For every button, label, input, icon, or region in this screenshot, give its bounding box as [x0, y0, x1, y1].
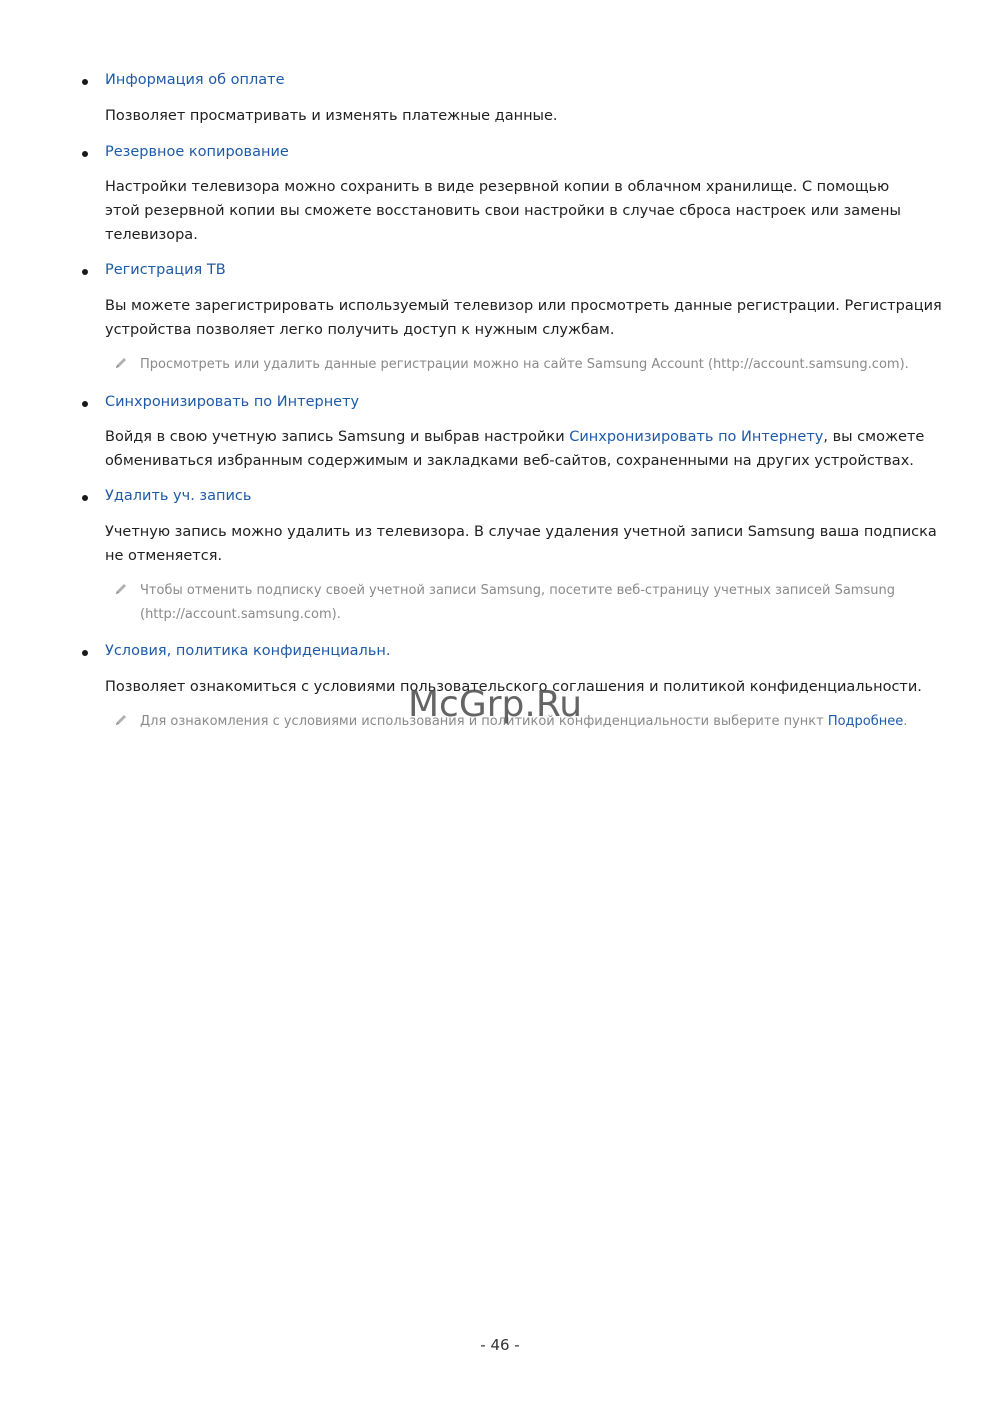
- section-heading-payment: Информация об оплате: [105, 72, 285, 88]
- body-line: Настройки телевизора можно сохранить в виде резервной копии в облачном хранилище. С помощью: [105, 179, 890, 195]
- sync-link: Синхронизировать по Интернету: [569, 429, 824, 445]
- bullet-dot: [82, 151, 88, 157]
- bullet-dot: [82, 650, 88, 656]
- note-line: (http://account.samsung.com).: [140, 607, 341, 622]
- body-line: устройства позволяет легко получить доступ к нужным службам.: [105, 322, 615, 338]
- body-line: Вы можете зарегистрировать используемый телевизор или просмотреть данные регистрации. Регистрация: [105, 298, 942, 314]
- body-line: этой резервной копии вы сможете восстановить свои настройки в случае сброса настроек или замены: [105, 203, 901, 219]
- note-text: .: [903, 714, 908, 729]
- section-body-sync: [105, 425, 935, 473]
- bullet-dot: [82, 401, 88, 407]
- note-text: Для ознакомления с условиями использования и политикой конфиденциальности выберите пункт: [140, 714, 828, 729]
- note-line: Просмотреть или удалить данные регистрации можно на сайте Samsung Account (http://account.samsung.com).: [140, 357, 909, 372]
- body-text: Войдя в свою учетную запись Samsung и выбрав настройки: [105, 429, 570, 445]
- body-line: [105, 425, 935, 449]
- page-number: - 46 -: [480, 1336, 520, 1354]
- section-body-delete-account: [105, 520, 935, 568]
- section-heading-terms: Условия, политика конфиденциальн.: [105, 643, 391, 659]
- bullet-dot: [82, 495, 88, 501]
- pencil-icon: [114, 582, 128, 596]
- pencil-icon: [114, 356, 128, 370]
- bullet-dot: [82, 79, 88, 85]
- note-line: Чтобы отменить подписку своей учетной записи Samsung, посетите веб-страницу учетных записей Samsung: [140, 583, 895, 598]
- body-line: не отменяется.: [105, 548, 223, 564]
- watermark: McGrp.Ru: [408, 684, 583, 725]
- body-line: обмениваться избранным содержимым и закладками веб-сайтов, сохраненными на других устройствах.: [105, 453, 914, 469]
- section-body-tv-registration: [105, 294, 942, 342]
- body-line: Позволяет просматривать и изменять платежные данные.: [105, 108, 558, 124]
- bullet-dot: [82, 269, 88, 275]
- section-heading-tv-registration: Регистрация ТВ: [105, 262, 226, 278]
- section-heading-delete-account: Удалить уч. запись: [105, 488, 252, 504]
- body-line: Позволяет ознакомиться с условиями пользовательского соглашения и политикой конфиденциальности.: [105, 679, 922, 695]
- body-text: , вы сможете: [823, 429, 925, 445]
- section-heading-backup: Резервное копирование: [105, 144, 289, 160]
- note-tv-registration: [140, 353, 940, 377]
- section-heading-sync: Синхронизировать по Интернету: [105, 394, 360, 410]
- body-line: телевизора.: [105, 227, 198, 243]
- details-link: Подробнее: [827, 714, 904, 729]
- section-body-backup: [105, 175, 935, 247]
- pencil-icon: [114, 713, 128, 727]
- body-line: Учетную запись можно удалить из телевизора. В случае удаления учетной записи Samsung ваша подписка: [105, 524, 937, 540]
- note-delete-account: [140, 579, 940, 627]
- section-body-payment: [105, 104, 935, 128]
